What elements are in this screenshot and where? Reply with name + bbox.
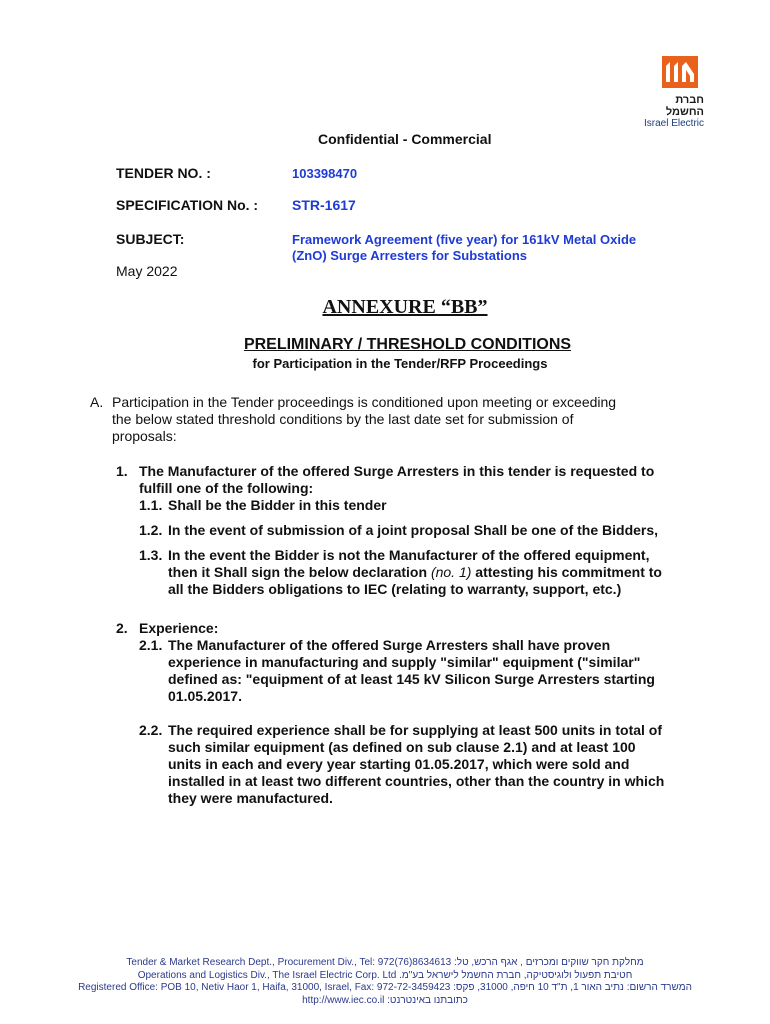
condition-1-line: The Manufacturer of the offered Surge Arresters in this tender is requested to xyxy=(139,463,655,479)
subject-label: SUBJECT: xyxy=(116,231,185,247)
condition-1-1-number: 1.1. xyxy=(139,497,163,513)
condition-1-number: 1. xyxy=(116,463,128,479)
iec-logo xyxy=(644,56,704,129)
annexure-title: ANNEXURE “BB” xyxy=(322,296,488,318)
condition-2-2-number: 2.2. xyxy=(139,722,163,738)
condition-2-2-line: they were manufactured. xyxy=(168,790,333,806)
confidential-label: Confidential - Commercial xyxy=(318,131,492,147)
condition-2-1-line: The Manufacturer of the offered Surge Arresters shall have proven xyxy=(168,637,611,653)
condition-1-3-text: attesting his commitment to xyxy=(471,564,662,580)
logo-hebrew-text: חברת החשמל xyxy=(665,94,704,118)
condition-2-2-line: The required experience shall be for supplying at least 500 units in total of xyxy=(168,722,663,738)
condition-2-2-line: such similar equipment (as defined on sub clause 2.1) and at least 100 xyxy=(168,739,636,755)
iec-logo-icon xyxy=(662,56,698,88)
condition-2-1-line: defined as: "equipment of at least 145 kV Silicon Surge Arresters starting xyxy=(168,671,655,687)
footer-line: Tender & Market Research Dept., Procurement Div., Tel: 972(76)8634613 :מחלקת חקר שווקים ומכרזים , אגף הרכש, טל xyxy=(126,957,644,968)
footer-line: Registered Office: POB 10, Netiv Haor 1, Haifa, 31000, Israel, Fax: 972-72-3459423 :המשרד הרשום: נתיב האור 1, ת"ד 10 חיפה, 31000, פקס xyxy=(78,982,692,993)
paragraph-a-line: proposals: xyxy=(112,428,177,444)
spec-label: SPECIFICATION No. : xyxy=(116,197,259,213)
condition-2-1-number: 2.1. xyxy=(139,637,163,653)
tender-label: TENDER NO. : xyxy=(116,165,211,181)
tender-value: 103398470 xyxy=(292,166,358,181)
condition-2-2-line: units in each and every year starting 01.05.2017, which were sold and xyxy=(168,756,630,772)
paragraph-a-line: Participation in the Tender proceedings is conditioned upon meeting or exceeding xyxy=(112,394,617,410)
condition-1-2-number: 1.2. xyxy=(139,522,163,538)
condition-2-1-line: 01.05.2017. xyxy=(168,688,242,704)
condition-2-1-line: experience in manufacturing and supply "similar" equipment ("similar" xyxy=(168,654,641,670)
paragraph-a-line: the below stated threshold conditions by the last date set for submission of xyxy=(112,411,574,427)
condition-1-3-line: all the Bidders obligations to IEC (relating to warranty, support, etc.) xyxy=(168,581,622,597)
paragraph-a xyxy=(90,394,690,445)
conditions-heading: PRELIMINARY / THRESHOLD CONDITIONS xyxy=(243,336,572,353)
declaration-reference: (no. 1) xyxy=(430,564,472,580)
paragraph-a-marker: A. xyxy=(90,394,104,410)
condition-1-3-number: 1.3. xyxy=(139,547,163,563)
spec-value: STR-1617 xyxy=(292,197,356,213)
footer-line: Operations and Logistics Div., The Israel Electric Corp. Ltd .חטיבת תפעול ולוגיסטיקה, חברת החשמל לישראל בע"מ xyxy=(137,969,633,981)
subject-value xyxy=(292,232,636,264)
condition-1-3-text: then it Shall sign the below declaration xyxy=(168,564,431,580)
footer-website-link[interactable]: http://www.iec.co.il :כתובתנו באינטרנט xyxy=(302,994,468,1006)
logo-english-text: Israel Electric xyxy=(644,118,705,129)
subject-line-2: (ZnO) Surge Arresters for Substations xyxy=(292,248,527,263)
condition-1-2-text: In the event of submission of a joint proposal Shall be one of the Bidders, xyxy=(168,522,659,538)
condition-1-3-line: In the event the Bidder is not the Manufacturer of the offered equipment, xyxy=(168,547,650,563)
condition-1-1-text: Shall be the Bidder in this tender xyxy=(168,497,387,513)
condition-2-number: 2. xyxy=(116,620,128,636)
document-date: May 2022 xyxy=(116,263,178,279)
condition-2-2-line: installed in at least two different countries, other than the country in which xyxy=(168,773,665,789)
page-footer xyxy=(0,957,770,1007)
condition-1-line: fulfill one of the following: xyxy=(139,480,314,496)
conditions-subheading: for Participation in the Tender/RFP Proceedings xyxy=(252,356,548,371)
subject-line-1: Framework Agreement (five year) for 161kV Metal Oxide xyxy=(292,232,637,247)
condition-1-3-line xyxy=(168,564,738,581)
condition-2-title: Experience: xyxy=(139,620,219,636)
